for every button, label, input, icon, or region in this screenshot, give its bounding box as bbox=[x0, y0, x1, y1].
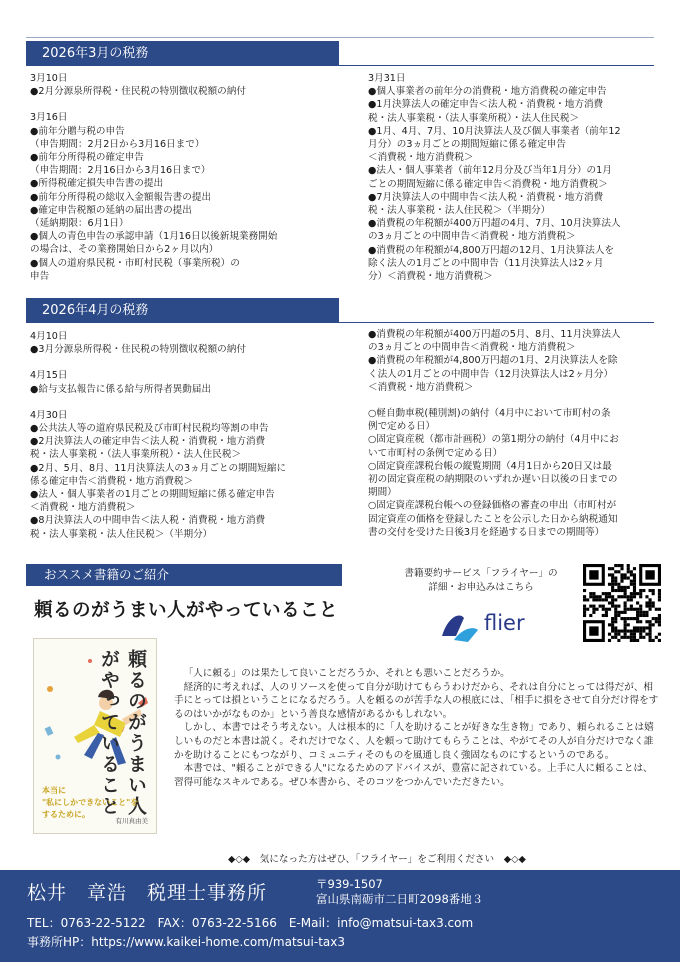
schedule-item: 分）＜消費税・地方消費税＞ bbox=[368, 271, 493, 283]
contact-info bbox=[27, 914, 473, 952]
schedule-item: ●給与支払報告に係る給与所得者異動届出 bbox=[30, 383, 212, 395]
march-heading-rule bbox=[339, 65, 654, 66]
schedule-item: ●1月決算法人の確定申告＜法人税・消費税・地方消費 bbox=[368, 99, 604, 111]
flier-wordmark: flier bbox=[484, 611, 525, 635]
schedule-item: 除く法人の1月ごとの中間申告（11月決算法人は2ヶ月 bbox=[368, 257, 604, 269]
review-paragraph: しかし、本書ではそう考えない。人は根本的に「人を助けることが好きな生き物」であり、頼られることは嬉しいものだと本書は説く。それだけでなく、人を頼って助けてもらうことは、やがてその人が自分だけでなく誰かを助けることにもつながり、コミュニティそのものを風通し良く強固なものにするというのである。 bbox=[174, 722, 654, 761]
contact-line: TEL：0763-22-5122 FAX：0763-22-5166 E-Mail：info@matsui-tax3.com bbox=[27, 916, 474, 930]
schedule-block bbox=[30, 72, 350, 98]
top-rule bbox=[26, 37, 654, 38]
schedule-item: ●法人・個人事業者（前年12月分及び当年1月分）の1月 bbox=[368, 165, 612, 177]
schedule-block bbox=[368, 407, 668, 539]
schedule-item: ●前年分所得税の総収入金額報告書の提出 bbox=[30, 191, 212, 203]
schedule-item: （延納期限：6月1日） bbox=[30, 218, 129, 230]
schedule-block bbox=[30, 330, 350, 356]
cover-author: 有川真由美 bbox=[115, 817, 148, 825]
review-paragraph: 本書では、"頼ることができる人"になるためのアドバイスが、豊富に記されている。上手に人に頼ることは、習得可能なスキルである。ぜひ本書から、そのコツをつかんでいただきたい。 bbox=[174, 763, 653, 788]
schedule-item: ●所得税確定損失申告書の提出 bbox=[30, 178, 164, 190]
schedule-item: ●個人の道府県民税・市町村民税（事業所税）の bbox=[30, 257, 240, 269]
march-heading: 2026年3月の税務 bbox=[26, 41, 339, 66]
recommend-heading: おススメ書籍のご紹介 bbox=[26, 564, 342, 586]
homepage-link[interactable]: 事務所HP：https://www.kaikei-home.com/matsui-tax3 bbox=[27, 935, 345, 949]
schedule-date: 3月31日 bbox=[368, 73, 406, 84]
schedule-item: ●7月決算法人の中間申告＜法人税・消費税・地方消費 bbox=[368, 191, 604, 203]
flier-caption-line2: 詳細・お申込みはこちら bbox=[428, 582, 534, 593]
schedule-date: 4月10日 bbox=[30, 331, 68, 342]
schedule-item: の3ヵ月ごとの中間申告＜消費税・地方消費税＞ bbox=[368, 231, 576, 243]
cover-tagline-2: "私にしかできないこと"を bbox=[42, 798, 139, 807]
schedule-item: ●消費税の年税額が4,800万円超の1月、2月決算法人を除 bbox=[368, 355, 618, 367]
march-right-column bbox=[368, 72, 668, 296]
april-heading: 2026年4月の税務 bbox=[26, 298, 339, 323]
cover-title: 頼るのがうまい人がやっていること bbox=[98, 649, 147, 817]
april-right-column bbox=[368, 328, 668, 552]
book-title: 頼るのがうまい人がやっていること bbox=[34, 600, 339, 621]
schedule-block bbox=[30, 369, 350, 395]
street-address: 富山県南砺市二日町2098番地３ bbox=[316, 892, 484, 906]
schedule-item: （申告期間：2月16日から3月16日まで） bbox=[30, 165, 211, 177]
schedule-item: 固定資産の価格を登録したことを公示した日から納税通知 bbox=[368, 513, 618, 525]
cover-tagline-1: 本当に bbox=[42, 786, 66, 795]
schedule-item: ●8月決算法人の中間申告＜法人税・消費税・地方消費 bbox=[30, 515, 266, 527]
schedule-item: ●2月分源泉所得税・住民税の特別徴収税額の納付 bbox=[30, 86, 246, 98]
schedule-item: （申告期間：2月2日から3月16日まで） bbox=[30, 138, 205, 150]
schedule-item: 係る確定申告＜消費税・地方消費税＞ bbox=[30, 475, 194, 487]
schedule-item: ＜消費税・地方消費税＞ bbox=[368, 381, 474, 393]
flier-caption bbox=[383, 567, 579, 595]
schedule-date: 4月15日 bbox=[30, 370, 68, 382]
schedule-item: いて市町村の条例で定める日） bbox=[368, 447, 503, 459]
schedule-block bbox=[368, 72, 668, 283]
book-review bbox=[174, 667, 660, 789]
footer bbox=[0, 870, 680, 962]
flier-call-to-action: ◆◇◆ 気になった方はぜひ、「フライヤー」をご利用ください ◆◇◆ bbox=[228, 854, 526, 865]
schedule-item: 税・法人事業税・法人住民税＞（半期分） bbox=[30, 528, 213, 540]
schedule-item: ●1月、4月、7月、10月決算法人及び個人事業者（前年12 bbox=[368, 125, 621, 137]
schedule-item: 税・法人事業税・（法人事業所税）・法人住民税＞ bbox=[368, 112, 580, 124]
schedule-date: 4月30日 bbox=[30, 409, 68, 421]
schedule-item: 税・法人事業税・法人住民税＞（半期分） bbox=[368, 205, 551, 217]
schedule-item: ●消費税の年税額が400万円超の4月、7月、10月決算法人 bbox=[368, 218, 621, 230]
schedule-item: ●前年分所得税の確定申告 bbox=[30, 152, 144, 164]
schedule-item: 書の交付を受けた日後3月を経過する日までの期間等） bbox=[368, 526, 605, 538]
schedule-item: 期間） bbox=[368, 487, 397, 499]
schedule-item: ●確定申告税額の延納の届出書の提出 bbox=[30, 204, 192, 216]
schedule-item: の場合は、その業務開始日から2ヶ月以内） bbox=[30, 244, 219, 256]
office-name: 松井 章浩 税理士事務所 bbox=[27, 882, 268, 904]
qr-code-icon[interactable] bbox=[583, 564, 661, 642]
review-paragraph: 経済的に考えれば、人のリソースを使って自分が助けてもらうわけだから、それは自分にとっては得だが、相手にとっては損ということになるだろう。人を頼るのが苦手な人の根底には、「相手に損をさせて自分だけ得をするのはいかがなものか」という善良な感情があるかもしれない。 bbox=[174, 681, 659, 720]
schedule-item: ●2月、5月、8月、11月決算法人の3ヵ月ごとの期間短縮に bbox=[30, 462, 287, 474]
april-heading-rule bbox=[339, 322, 654, 323]
schedule-item: ●公共法人等の道府県民税及び市町村民税均等割の申告 bbox=[30, 423, 269, 435]
schedule-item: ○固定資産税（都市計画税）の第1期分の納付（4月中にお bbox=[368, 434, 619, 446]
schedule-block bbox=[30, 111, 350, 283]
schedule-item: ごとの期間短縮に係る確定申告＜消費税・地方消費税＞ bbox=[368, 178, 608, 190]
flier-caption-line1: 書籍要約サービス「フライヤー」の bbox=[404, 568, 558, 579]
schedule-item: ●3月分源泉所得税・住民税の特別徴収税額の納付 bbox=[30, 344, 246, 356]
schedule-item: 月分）の3ヵ月ごとの期間短縮に係る確定申告 bbox=[368, 139, 566, 151]
schedule-item: の3ヵ月ごとの中間申告＜消費税・地方消費税＞ bbox=[368, 342, 576, 354]
schedule-item: ＜消費税・地方消費税＞ bbox=[368, 152, 474, 164]
schedule-date: 3月10日 bbox=[30, 73, 68, 84]
schedule-item: ○固定資産課税台帳への登録価格の審査の申出（市町村が bbox=[368, 500, 617, 512]
schedule-item: ●前年分贈与税の申告 bbox=[30, 125, 125, 137]
april-left-column bbox=[30, 330, 350, 554]
schedule-item: ●2月決算法人の確定申告＜法人税・消費税・地方消費 bbox=[30, 436, 266, 448]
postal-code: 〒939-1507 bbox=[316, 877, 383, 891]
schedule-item: ●消費税の年税額が400万円超の5月、8月、11月決算法人 bbox=[368, 329, 621, 340]
schedule-item: ●個人事業者の前年分の消費税・地方消費税の確定申告 bbox=[368, 86, 607, 98]
schedule-item: 税・法人事業税・（法人事業所税）・法人住民税＞ bbox=[30, 449, 242, 461]
book-cover-image bbox=[33, 638, 157, 834]
office-address bbox=[316, 877, 483, 907]
schedule-item: ●法人・個人事業者の1月ごとの期間短縮に係る確定申告 bbox=[30, 489, 275, 501]
schedule-item: ＜消費税・地方消費税＞ bbox=[30, 502, 136, 514]
schedule-block bbox=[368, 328, 668, 394]
review-paragraph: 「人に頼る」のは果たして良いことだろうか、それとも悪いことだろうか。 bbox=[183, 668, 510, 679]
schedule-item: ●消費税の年税額が4,800万円超の12月、1月決算法人を bbox=[368, 244, 615, 256]
schedule-item: ●個人の青色申告の承認申請（1月16日以後新規業務開始 bbox=[30, 231, 278, 243]
cover-tagline-3: するために。 bbox=[42, 810, 90, 819]
march-left-column bbox=[30, 72, 350, 296]
schedule-item: 初の固定資産税の納期限のいずれか遅い日以後の日までの bbox=[368, 474, 618, 486]
schedule-item: ○固定資産課税台帳の縦覧期間（4月1日から20日又は最 bbox=[368, 460, 612, 472]
schedule-item: 申告 bbox=[30, 270, 50, 282]
schedule-item: 例で定める日） bbox=[368, 421, 436, 433]
schedule-date: 3月16日 bbox=[30, 112, 68, 124]
schedule-item: ○軽自動車税(種別割)の納付（4月中において市町村の条 bbox=[368, 408, 611, 420]
schedule-block bbox=[30, 409, 350, 541]
schedule-item: く法人の1月ごとの中間申告（12月決算法人は2ヶ月分） bbox=[368, 368, 614, 380]
